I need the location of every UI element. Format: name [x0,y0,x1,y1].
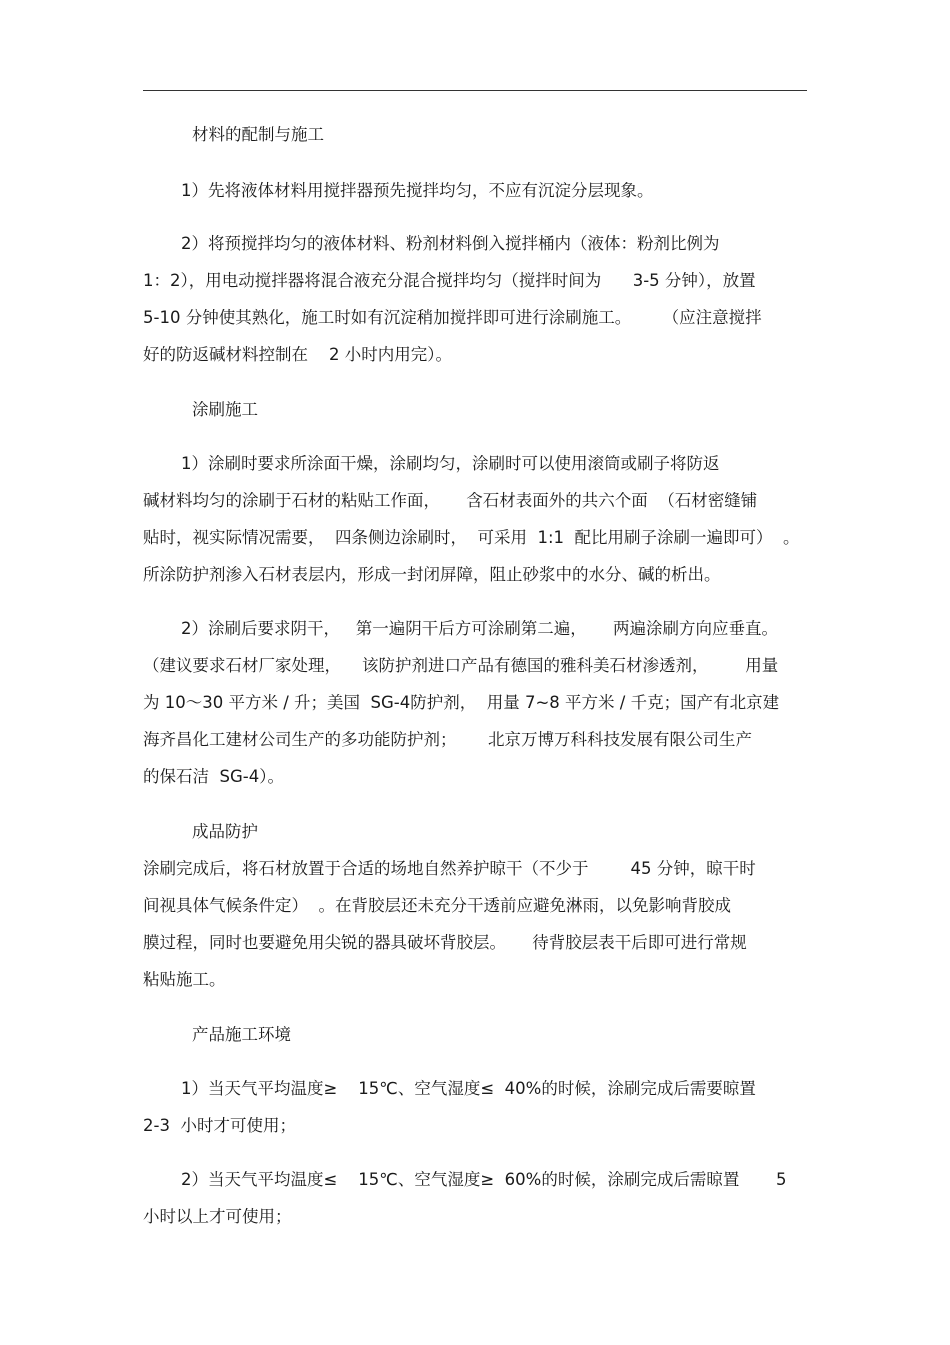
paragraph-line: 1）先将液体材料用搅拌器预先搅拌均匀，不应有沉淀分层现象。 [181,181,654,200]
section-heading-environment: 产品施工环境 [192,1025,291,1044]
paragraph-line: 涂刷完成后，将石材放置于合适的场地自然养护晾干（不少于 45 分钟，晾干时 [143,859,756,878]
paragraph-line: 粘贴施工。 [143,970,226,989]
paragraph-line: 间视具体气候条件定） 。在背胶层还未充分干透前应避免淋雨，以免影响背胶成 [143,896,731,915]
paragraph-line: 的保石洁 SG-4）。 [143,767,284,786]
paragraph-line: 1）当天气平均温度≥ 15℃、空气湿度≤ 40%的时候，涂刷完成后需要晾置 [181,1079,756,1098]
paragraph-line: （建议要求石材厂家处理， 该防护剂进口产品有德国的雅科美石材渗透剂， 用量 [143,656,779,675]
paragraph-line: 膜过程，同时也要避免用尖锐的器具破坏背胶层。 待背胶层表干后即可进行常规 [143,933,747,952]
header-rule [143,90,807,91]
paragraph-line: 2-3 小时才可使用； [143,1116,296,1135]
paragraph-line: 碱材料均匀的涂刷于石材的粘贴工作面， 含石材表面外的共六个面 （石材密缝铺 [143,491,758,510]
section-heading-materials: 材料的配制与施工 [192,125,324,144]
paragraph-line: 2）将预搅拌均匀的液体材料、粉剂材料倒入搅拌桶内（液体：粉剂比例为 [181,234,720,253]
section-heading-protection: 成品防护 [192,822,258,841]
paragraph-line: 小时以上才可使用； [143,1207,292,1226]
paragraph-line: 2）当天气平均温度≤ 15℃、空气湿度≥ 60%的时候，涂刷完成后需晾置 5 [181,1170,787,1189]
paragraph-line: 所涂防护剂渗入石材表层内，形成一封闭屏障，阻止砂浆中的水分、碱的析出。 [143,565,721,584]
paragraph-line: 贴时，视实际情况需要， 四条侧边涂刷时， 可采用 1:1 配比用刷子涂刷一遍即可） 。 [143,528,800,547]
paragraph-line: 5-10 分钟使其熟化，施工时如有沉淀稍加搅拌即可进行涂刷施工。 （应注意搅拌 [143,308,762,327]
paragraph-line: 为 10～30 平方米 / 升；美国 SG-4防护剂， 用量 7~8 平方米 / 千克；国产有北京建 [143,693,780,712]
section-heading-coating: 涂刷施工 [192,400,258,419]
paragraph-line: 1）涂刷时要求所涂面干燥，涂刷均匀，涂刷时可以使用滚筒或刷子将防返 [181,454,720,473]
paragraph-line: 2）涂刷后要求阴干， 第一遍阴干后方可涂刷第二遍， 两遍涂刷方向应垂直。 [181,619,778,638]
paragraph-line: 1：2），用电动搅拌器将混合液充分混合搅拌均匀（搅拌时间为 3-5 分钟），放置 [143,271,756,290]
paragraph-line: 海齐昌化工建材公司生产的多功能防护剂； 北京万博万科科技发展有限公司生产 [143,730,752,749]
paragraph-line: 好的防返碱材料控制在 2 小时内用完）。 [143,345,452,364]
